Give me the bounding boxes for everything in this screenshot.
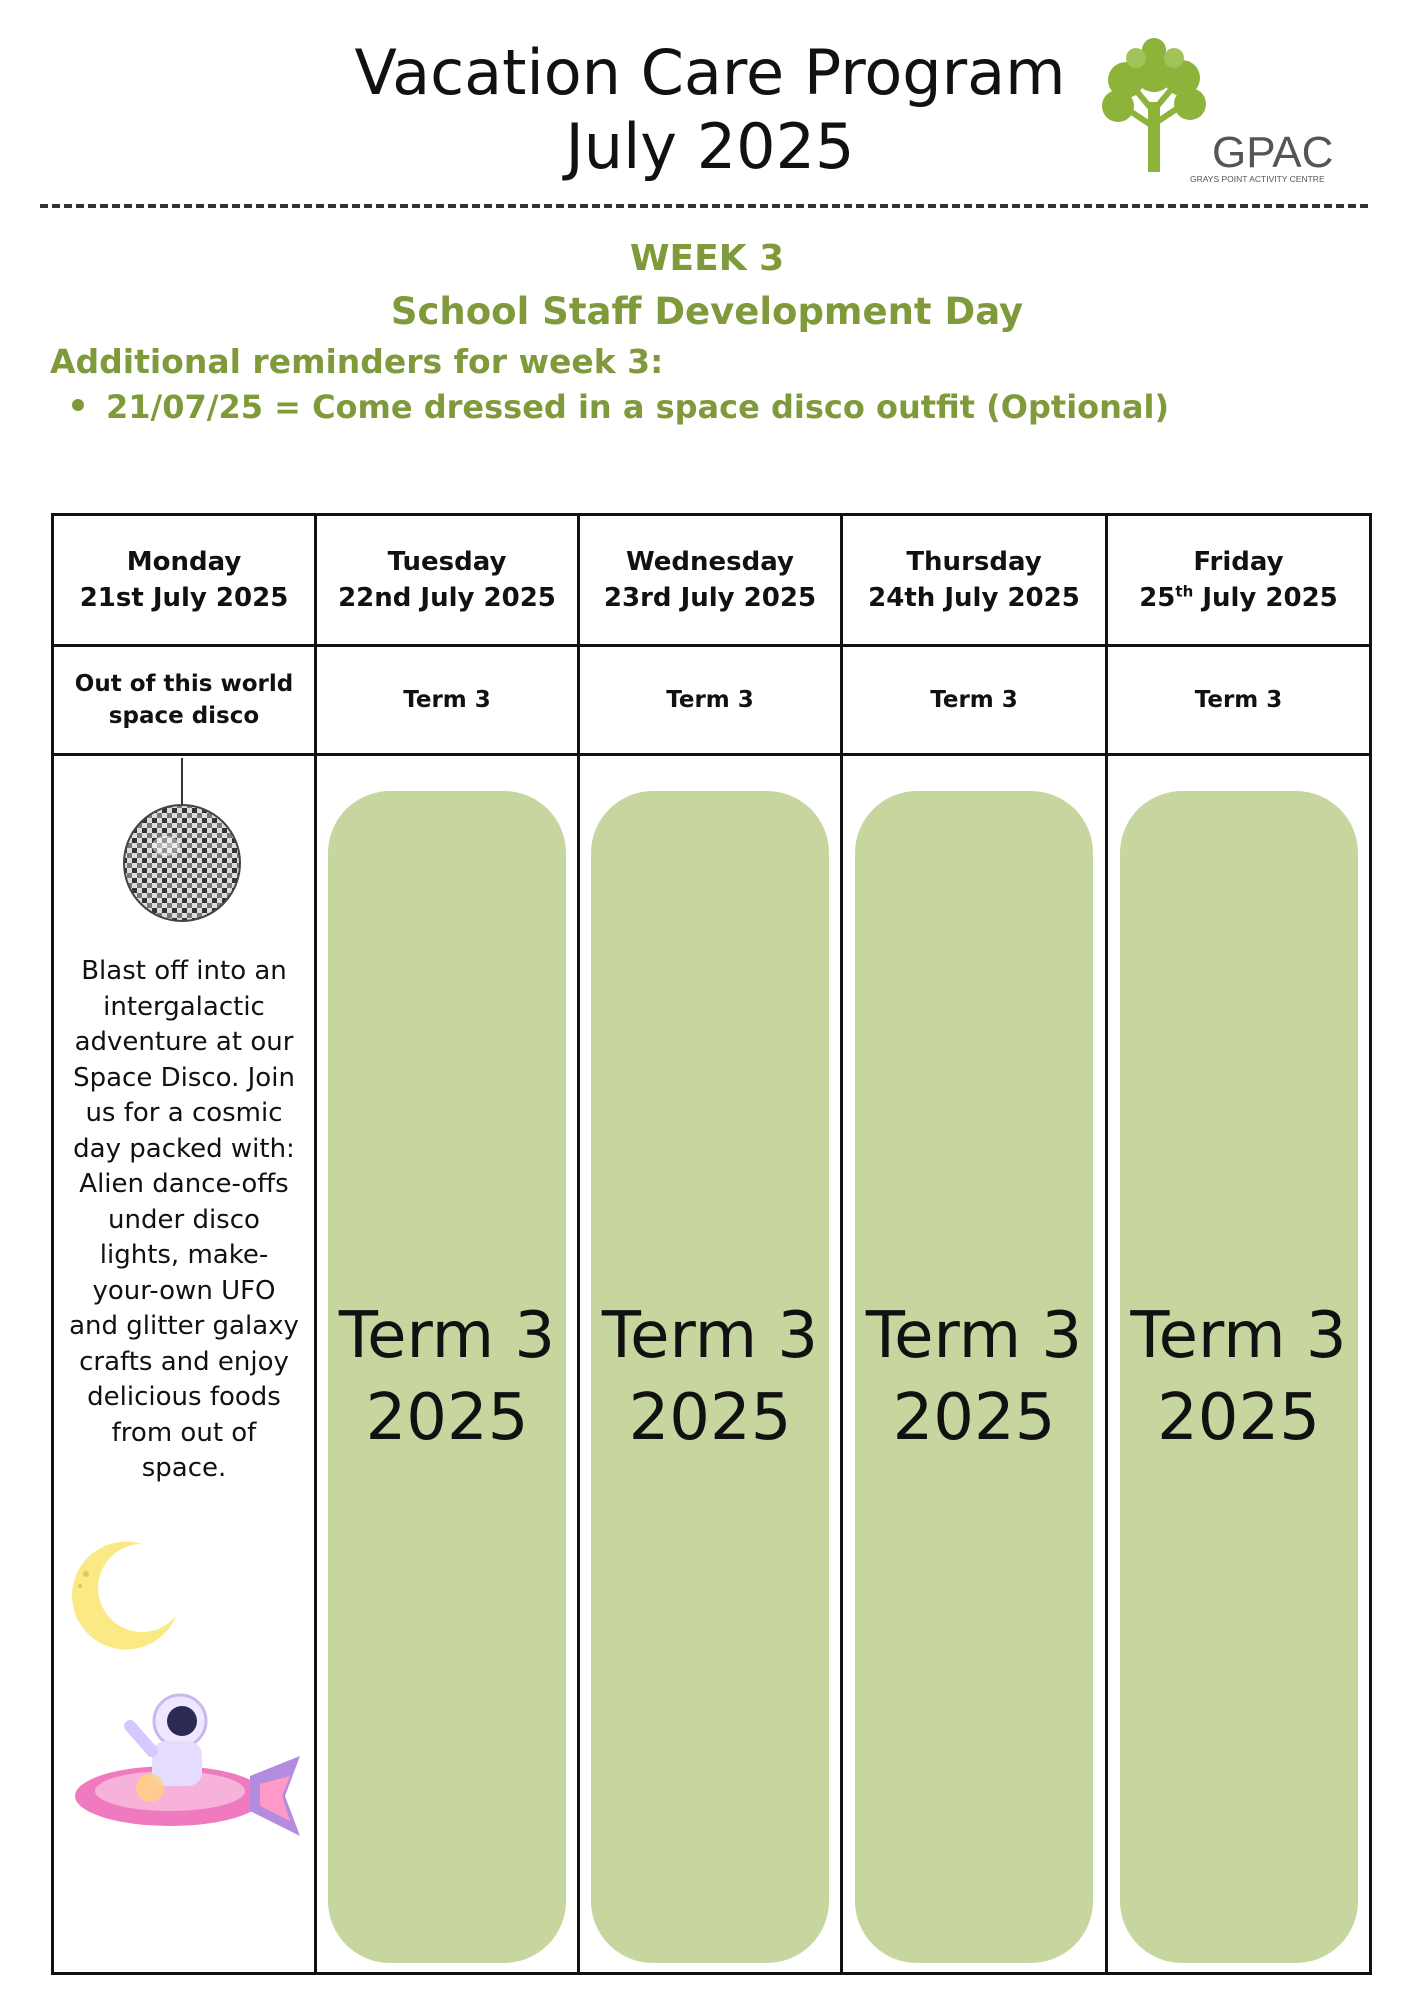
page-title xyxy=(300,36,1120,184)
title-line-2: July 2025 xyxy=(565,110,855,183)
term-box: Term 3 2025 xyxy=(591,791,829,1963)
gpac-logo xyxy=(1084,32,1334,192)
logo-text: GPAC xyxy=(1212,128,1334,177)
reminder-item xyxy=(72,388,1169,426)
reminder-text: 21/07/25 = Come dressed in a space disco outfit (Optional) xyxy=(106,388,1170,426)
friday-detail xyxy=(1107,755,1371,1974)
term-box: Term 3 2025 xyxy=(1120,791,1358,1963)
day-header-thursday: Thursday 24th July 2025 xyxy=(842,515,1107,646)
day-header-friday: Friday 25th July 2025 xyxy=(1107,515,1371,646)
term-box: Term 3 2025 xyxy=(855,791,1093,1963)
astronaut-rocket-icon xyxy=(60,1676,310,1856)
day-header-tuesday: Tuesday 22nd July 2025 xyxy=(316,515,579,646)
thursday-detail xyxy=(842,755,1107,1974)
wednesday-detail xyxy=(579,755,842,1974)
activity-monday: Out of this world space disco xyxy=(53,646,316,755)
activity-tuesday: Term 3 xyxy=(316,646,579,755)
monday-detail xyxy=(53,755,316,1974)
logo-subtitle: GRAYS POINT ACTIVITY CENTRE xyxy=(1190,174,1325,184)
schedule-table xyxy=(51,513,1372,1975)
activity-row xyxy=(53,646,1371,755)
week-label: WEEK 3 xyxy=(629,238,785,279)
tree-icon xyxy=(1102,38,1206,172)
term-box: Term 3 2025 xyxy=(328,791,566,1963)
monday-description: Blast off into an intergalactic adventure at our Space Disco. Join us for a cosmic day packed with: Alien dance-offs under disco lights, make-your-own UFO and glitter galaxy crafts and enjoy delicious foods from out of space. xyxy=(69,956,299,1483)
activity-friday: Term 3 xyxy=(1107,646,1371,755)
bullet-icon xyxy=(72,399,84,411)
day-header-monday: Monday 21st July 2025 xyxy=(53,515,316,646)
moon-icon xyxy=(64,1536,184,1656)
week-subtitle: School Staff Development Day xyxy=(390,290,1024,333)
activity-thursday: Term 3 xyxy=(842,646,1107,755)
day-header-row xyxy=(53,515,1371,646)
activity-wednesday: Term 3 xyxy=(579,646,842,755)
reminders-heading: Additional reminders for week 3: xyxy=(50,342,664,381)
detail-row xyxy=(53,755,1371,1974)
divider xyxy=(40,204,1368,208)
day-header-wednesday: Wednesday 23rd July 2025 xyxy=(579,515,842,646)
disco-ball-icon xyxy=(122,758,242,928)
title-line-1: Vacation Care Program xyxy=(354,36,1066,109)
tuesday-detail xyxy=(316,755,579,1974)
